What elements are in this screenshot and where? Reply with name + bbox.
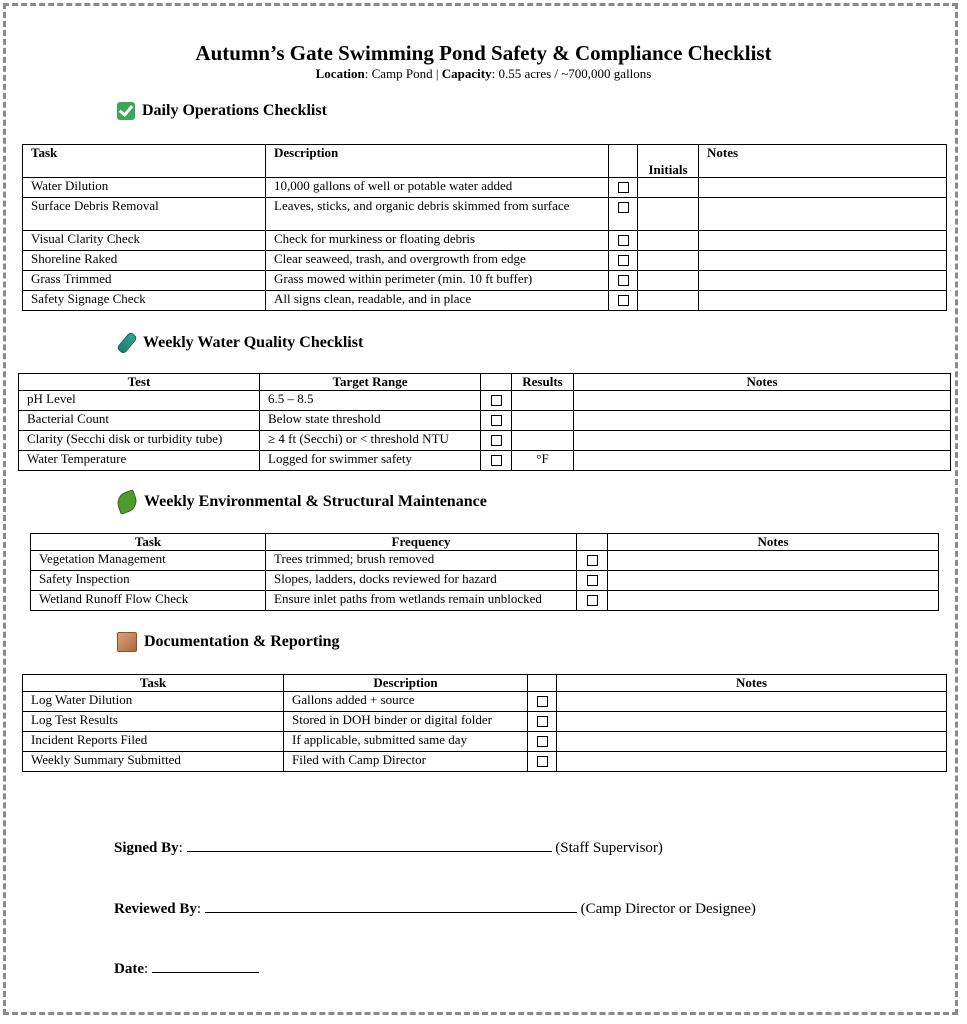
document-subtitle [0, 66, 967, 82]
environmental-section-heading [117, 492, 487, 512]
initials-cell[interactable] [638, 291, 699, 311]
notes-cell[interactable] [574, 391, 951, 411]
notes-cell[interactable] [557, 692, 947, 712]
water-checkbox-cell [481, 431, 512, 451]
water-header-results: Results [512, 374, 574, 391]
location-value: : Camp Pond | [364, 66, 442, 81]
initials-cell[interactable] [638, 178, 699, 198]
water-target: 6.5 – 8.5 [260, 391, 481, 411]
documentation-description: If applicable, submitted same day [284, 732, 528, 752]
daily-header-notes: Notes [699, 145, 947, 178]
reviewed-by-field[interactable] [205, 898, 577, 913]
table-row [23, 231, 947, 251]
environmental-header-task: Task [31, 534, 266, 551]
environmental-task: Safety Inspection [31, 571, 266, 591]
daily-section-heading [117, 102, 327, 120]
environmental-checkbox-cell [577, 551, 608, 571]
daily-header-description: Description [266, 145, 609, 178]
table-row [19, 451, 951, 471]
initials-cell[interactable] [638, 271, 699, 291]
water-header-target: Target Range [260, 374, 481, 391]
documentation-task: Log Test Results [23, 712, 284, 732]
checkbox[interactable] [537, 716, 548, 727]
reviewed-by-line [114, 898, 756, 918]
documentation-checkbox-cell [528, 712, 557, 732]
daily-task: Visual Clarity Check [23, 231, 266, 251]
package-box-icon [117, 632, 137, 652]
checkbox[interactable] [587, 595, 598, 606]
checkbox[interactable] [618, 182, 629, 193]
table-row [23, 732, 947, 752]
table-row [23, 178, 947, 198]
checkbox[interactable] [537, 756, 548, 767]
reviewed-by-label: Reviewed By [114, 901, 197, 917]
checkbox[interactable] [537, 696, 548, 707]
checkbox[interactable] [491, 415, 502, 426]
checkbox[interactable] [537, 736, 548, 747]
notes-cell[interactable] [574, 451, 951, 471]
signed-by-colon: : [178, 840, 183, 856]
table-row [31, 551, 939, 571]
daily-checkbox-cell [609, 271, 638, 291]
daily-task: Safety Signage Check [23, 291, 266, 311]
documentation-table [22, 674, 947, 772]
table-row [23, 291, 947, 311]
table-row [23, 752, 947, 772]
daily-checkbox-cell [609, 198, 638, 231]
checkbox[interactable] [587, 575, 598, 586]
water-checkbox-cell [481, 451, 512, 471]
table-row [23, 251, 947, 271]
table-row [19, 411, 951, 431]
water-target: ≥ 4 ft (Secchi) or < threshold NTU [260, 431, 481, 451]
documentation-header-check [528, 675, 557, 692]
herb-leaf-icon [114, 489, 140, 515]
daily-checkbox-cell [609, 178, 638, 198]
daily-heading-text: Daily Operations Checklist [142, 102, 327, 119]
results-cell[interactable] [512, 431, 574, 451]
checkbox[interactable] [618, 275, 629, 286]
environmental-task: Wetland Runoff Flow Check [31, 591, 266, 611]
notes-cell[interactable] [574, 431, 951, 451]
notes-cell[interactable] [608, 571, 939, 591]
water-target: Logged for swimmer safety [260, 451, 481, 471]
notes-cell[interactable] [574, 411, 951, 431]
check-mark-icon [117, 102, 135, 120]
documentation-heading-text: Documentation & Reporting [144, 633, 340, 650]
documentation-task: Incident Reports Filed [23, 732, 284, 752]
notes-cell[interactable] [557, 732, 947, 752]
environmental-frequency: Ensure inlet paths from wetlands remain unblocked [266, 591, 577, 611]
table-row [31, 591, 939, 611]
environmental-header-row [31, 534, 939, 551]
documentation-checkbox-cell [528, 732, 557, 752]
documentation-header-task: Task [23, 675, 284, 692]
checkbox[interactable] [618, 235, 629, 246]
notes-cell[interactable] [699, 178, 947, 198]
test-tube-icon [116, 331, 138, 354]
notes-cell[interactable] [699, 198, 947, 231]
checkbox[interactable] [491, 435, 502, 446]
environmental-frequency: Slopes, ladders, docks reviewed for hazard [266, 571, 577, 591]
daily-description: 10,000 gallons of well or potable water added [266, 178, 609, 198]
daily-task: Surface Debris Removal [23, 198, 266, 231]
daily-header-initials: Initials [638, 145, 699, 178]
signed-by-line [114, 837, 663, 857]
initials-cell[interactable] [638, 251, 699, 271]
documentation-header-row [23, 675, 947, 692]
results-cell[interactable] [512, 391, 574, 411]
documentation-description: Filed with Camp Director [284, 752, 528, 772]
documentation-header-description: Description [284, 675, 528, 692]
initials-cell[interactable] [638, 198, 699, 231]
daily-task: Grass Trimmed [23, 271, 266, 291]
environmental-checkbox-cell [577, 571, 608, 591]
daily-header-check [609, 145, 638, 178]
water-header-notes: Notes [574, 374, 951, 391]
signed-by-role: (Staff Supervisor) [555, 840, 663, 856]
checkbox[interactable] [587, 555, 598, 566]
water-test: Water Temperature [19, 451, 260, 471]
environmental-frequency: Trees trimmed; brush removed [266, 551, 577, 571]
notes-cell[interactable] [699, 291, 947, 311]
environmental-header-notes: Notes [608, 534, 939, 551]
daily-task: Shoreline Raked [23, 251, 266, 271]
notes-cell[interactable] [699, 231, 947, 251]
notes-cell[interactable] [699, 251, 947, 271]
documentation-section-heading [117, 632, 340, 652]
capacity-value: : 0.55 acres / ~700,000 gallons [491, 66, 652, 81]
daily-header-row [23, 145, 947, 178]
initials-cell[interactable] [638, 231, 699, 251]
signed-by-field[interactable] [187, 837, 552, 852]
daily-description: Leaves, sticks, and organic debris skimmed from surface [266, 198, 609, 231]
date-colon: : [144, 961, 149, 977]
water-checkbox-cell [481, 411, 512, 431]
date-line [114, 958, 259, 978]
documentation-task: Weekly Summary Submitted [23, 752, 284, 772]
document-title: Autumn’s Gate Swimming Pond Safety & Compliance Checklist [195, 41, 772, 65]
water-target: Below state threshold [260, 411, 481, 431]
daily-description: Grass mowed within perimeter (min. 10 ft buffer) [266, 271, 609, 291]
notes-cell[interactable] [608, 551, 939, 571]
daily-description: Clear seaweed, trash, and overgrowth from edge [266, 251, 609, 271]
reviewed-by-colon: : [196, 901, 202, 917]
notes-cell[interactable] [557, 712, 947, 732]
water-test: Clarity (Secchi disk or turbidity tube) [19, 431, 260, 451]
daily-description: Check for murkiness or floating debris [266, 231, 609, 251]
documentation-description: Stored in DOH binder or digital folder [284, 712, 528, 732]
table-row [31, 571, 939, 591]
documentation-description: Gallons added + source [284, 692, 528, 712]
notes-cell[interactable] [557, 752, 947, 772]
results-cell[interactable] [512, 411, 574, 431]
signed-by-label: Signed By [114, 840, 179, 856]
notes-cell[interactable] [699, 271, 947, 291]
environmental-header-frequency: Frequency [266, 534, 577, 551]
table-row [19, 431, 951, 451]
checkbox[interactable] [618, 255, 629, 266]
daily-description: All signs clean, readable, and in place [266, 291, 609, 311]
daily-checkbox-cell [609, 291, 638, 311]
water-heading-text: Weekly Water Quality Checklist [143, 334, 364, 351]
checkbox[interactable] [491, 395, 502, 406]
date-label: Date [114, 961, 144, 977]
daily-task: Water Dilution [23, 178, 266, 198]
water-test: Bacterial Count [19, 411, 260, 431]
environmental-task: Vegetation Management [31, 551, 266, 571]
table-row [23, 271, 947, 291]
checkbox[interactable] [491, 455, 502, 466]
daily-table [22, 144, 947, 311]
capacity-label: Capacity [441, 66, 492, 81]
daily-checkbox-cell [609, 251, 638, 271]
water-header-row [19, 374, 951, 391]
notes-cell[interactable] [608, 591, 939, 611]
daily-checkbox-cell [609, 231, 638, 251]
results-cell[interactable]: °F [512, 451, 574, 471]
water-test: pH Level [19, 391, 260, 411]
date-field[interactable] [152, 958, 259, 973]
checkbox[interactable] [618, 295, 629, 306]
water-section-heading [117, 332, 363, 354]
table-row [23, 692, 947, 712]
environmental-table [30, 533, 939, 611]
environmental-heading-text: Weekly Environmental & Structural Maintenance [144, 493, 487, 510]
table-row [23, 198, 947, 231]
documentation-checkbox-cell [528, 752, 557, 772]
water-checkbox-cell [481, 391, 512, 411]
documentation-header-notes: Notes [557, 675, 947, 692]
location-label: Location [315, 66, 365, 81]
documentation-checkbox-cell [528, 692, 557, 712]
environmental-checkbox-cell [577, 591, 608, 611]
table-row [23, 712, 947, 732]
reviewed-by-role: (Camp Director or Designee) [580, 901, 756, 917]
environmental-header-check [577, 534, 608, 551]
table-row [19, 391, 951, 411]
daily-header-task: Task [23, 145, 266, 178]
checkbox[interactable] [618, 202, 629, 213]
water-header-test: Test [19, 374, 260, 391]
documentation-task: Log Water Dilution [23, 692, 284, 712]
water-quality-table [18, 373, 951, 471]
water-header-check [481, 374, 512, 391]
